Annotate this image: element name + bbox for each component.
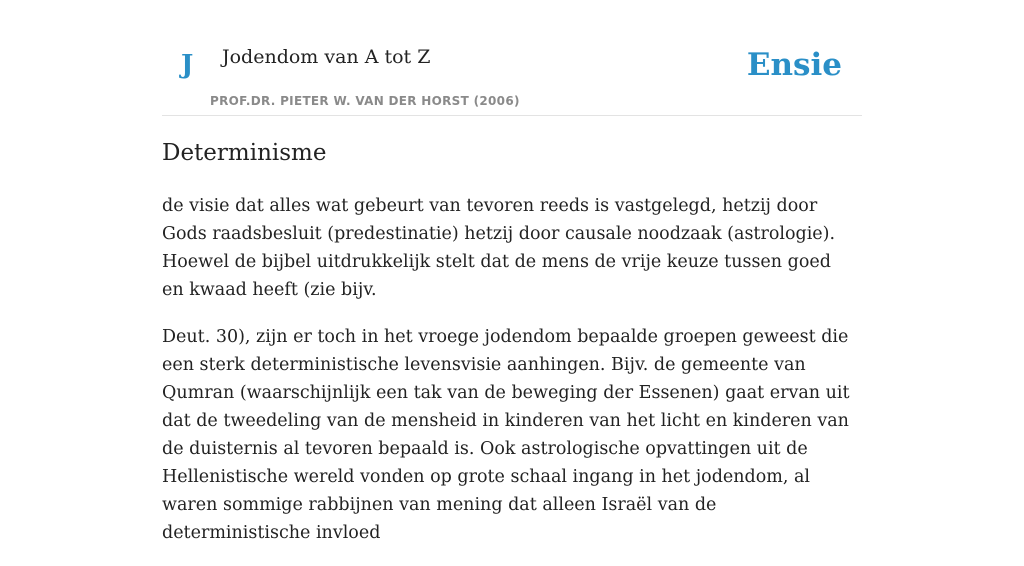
article-body [162, 192, 852, 566]
article-title: Determinisme [162, 140, 327, 166]
book-author: PROF.DR. PIETER W. VAN DER HORST (2006) [210, 94, 520, 108]
article-paragraph: de visie dat alles wat gebeurt van tevoren reeds is vastgelegd, hetzij door Gods raadsbesluit (predestinatie) hetzij door causale noodzaak (astrologie). Hoewel de bijbel uitdrukkelijk stelt dat de mens de vrije keuze tussen goed en kwaad heeft (zie bijv. [162, 196, 836, 300]
ensie-logo-link[interactable]: Ensie [746, 47, 842, 83]
book-letter-icon: J [181, 50, 194, 80]
article-paragraph: Deut. 30), zijn er toch in het vroege jodendom bepaalde groepen geweest die een sterk deterministische levensvisie aanhingen. Bijv. de gemeente van Qumran (waarschijnlijk een tak van de beweging der Essenen) gaat ervan uit dat de tweedeling van de mensheid in kinderen van het licht en kinderen van de duisternis al tevoren bepaald is. Ook astrologische opvattingen uit de Hellenistische wereld vonden op grote schaal ingang in het jodendom, al waren sommige rabbijnen van mening dat alleen Israël van de deterministische invloed [162, 327, 850, 543]
book-title-link[interactable]: Jodendom van A tot Z [222, 46, 431, 68]
book-header [162, 0, 862, 116]
